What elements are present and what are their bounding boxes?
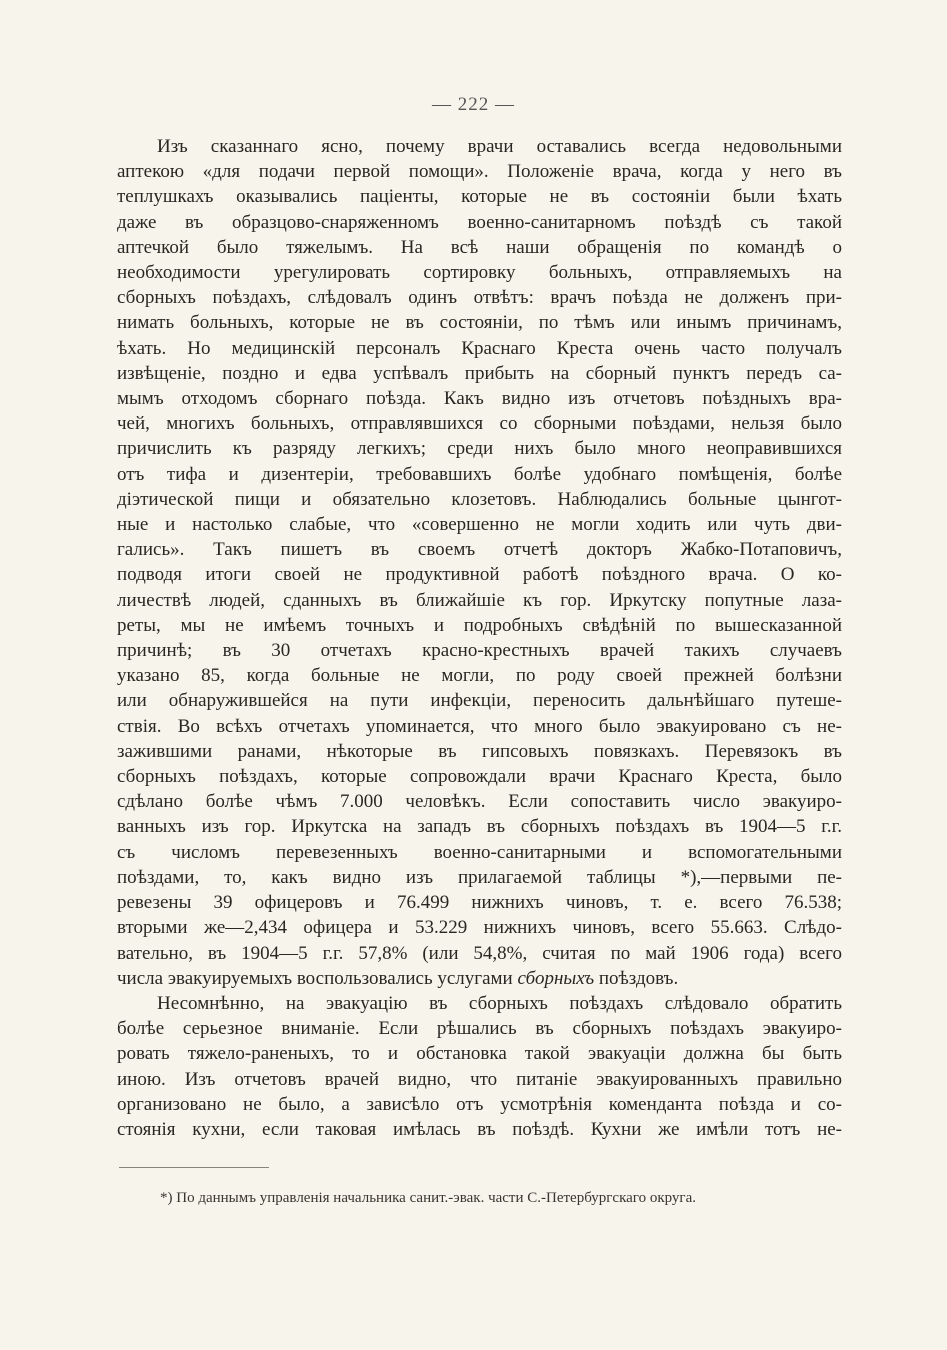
text-line: мымъ отходомъ сборнаго поѣзда. Какъ видно изъ отчетовъ поѣздныхъ вра-: [117, 388, 842, 410]
text-line: сборныхъ поѣздахъ, которые сопровождали врачи Краснаго Креста, было: [117, 766, 842, 788]
text-line: необходимости урегулировать сортировку больныхъ, отправляемыхъ на: [117, 262, 842, 284]
text-line: ные и настолько слабые, что «совершенно не могли ходить или чуть дви-: [117, 514, 842, 536]
text-line: теплушкахъ оказывались паціенты, которые не въ состояніи были ѣхать: [117, 186, 842, 208]
text-line: гались». Такъ пишетъ въ своемъ отчетѣ докторъ Жабко-Потаповичъ,: [117, 539, 842, 561]
text-line: Несомнѣнно, на эвакуацію въ сборныхъ поѣздахъ слѣдовало обратить: [157, 992, 842, 1014]
emphasis-word: сборныхъ: [517, 967, 595, 989]
text-line: причинѣ; въ 30 отчетахъ красно-крестныхъ врачей такихъ случаевъ: [117, 640, 842, 662]
text-line: даже въ образцово-снаряженномъ военно-санитарномъ поѣздѣ съ такой: [117, 211, 842, 233]
text-line: зажившими ранами, нѣкоторые въ гипсовыхъ повязкахъ. Перевязокъ въ: [117, 740, 842, 762]
text-line: ствія. Во всѣхъ отчетахъ упоминается, что много было эвакуировано съ не-: [117, 715, 842, 737]
last-line-end: поѣздовъ.: [594, 967, 679, 989]
page-number: — 222 —: [432, 94, 515, 115]
text-line: или обнаружившейся на пути инфекціи, переносить дальнѣйшаго путеше-: [117, 690, 842, 712]
paragraph-1-last-line: [117, 966, 842, 991]
text-line: аптекою «для подачи первой помощи». Положеніе врача, когда у него въ: [117, 161, 842, 183]
text-line: вторыми же—2,434 офицера и 53.229 нижнихъ чиновъ, всего 55.663. Слѣдо-: [117, 917, 842, 939]
text-line: организовано не было, а зависѣло отъ усмотрѣнія коменданта поѣзда и со-: [117, 1093, 842, 1115]
text-line: причислить къ разряду легкихъ; среди нихъ было много неоправившихся: [117, 438, 842, 460]
body-text: [117, 134, 842, 1142]
text-line: иною. Изъ отчетовъ врачей видно, что питаніе эвакуированныхъ правильно: [117, 1068, 842, 1090]
text-line: діэтической пищи и обязательно клозетовъ. Наблюдались больные цынгот-: [117, 488, 842, 510]
paragraph-2: [117, 991, 842, 1142]
text-line: реты, мы не имѣемъ точныхъ и подробныхъ свѣдѣній по вышесказанной: [117, 614, 842, 636]
text-line: извѣщеніе, поздно и едва успѣвалъ прибыть на сборный пунктъ передъ са-: [117, 362, 842, 384]
text-line: нимать больныхъ, которые не въ состояніи, по тѣмъ или инымъ причинамъ,: [117, 312, 842, 334]
text-line: стоянія кухни, если таковая имѣлась въ поѣздѣ. Кухни же имѣли тотъ не-: [117, 1118, 842, 1140]
text-line: Изъ сказаннаго ясно, почему врачи оставались всегда недовольными: [157, 136, 842, 157]
text-line: сдѣлано болѣе чѣмъ 7.000 человѣкъ. Если сопоставить число эвакуиро-: [117, 791, 842, 813]
text-line: подводя итоги своей не продуктивной работѣ поѣздного врача. О ко-: [117, 564, 842, 586]
text-line: болѣе серьезное вниманіе. Если рѣшались въ сборныхъ поѣздахъ эвакуиро-: [117, 1018, 842, 1040]
paragraph-1: [117, 134, 842, 966]
text-line: ревезены 39 офицеровъ и 76.499 нижнихъ чиновъ, т. е. всего 76.538;: [117, 892, 842, 914]
text-line: ванныхъ изъ гор. Иркутска на западъ въ сборныхъ поѣздахъ въ 1904—5 г.г.: [117, 816, 842, 838]
text-line: аптечкой было тяжелымъ. На всѣ наши обращенія по командѣ о: [117, 236, 842, 258]
text-line: съ числомъ перевезенныхъ военно-санитарными и вспомогательными: [117, 841, 842, 863]
text-line: отъ тифа и дизентеріи, требовавшихъ болѣе удобнаго помѣщенія, болѣе: [117, 463, 842, 485]
text-line: поѣздами, то, какъ видно изъ прилагаемой таблицы *),—первыми пе-: [117, 866, 842, 888]
text-line: ровать тяжело-раненыхъ, то и обстановка такой эвакуаціи должна бы быть: [117, 1043, 842, 1065]
text-line: сборныхъ поѣздахъ, слѣдовалъ одинъ отвѣтъ: врачъ поѣзда не долженъ при-: [117, 287, 842, 309]
text-line: чей, многихъ больныхъ, отправлявшихся со сборными поѣздами, нельзя было: [117, 413, 842, 435]
footnote: *) По даннымъ управленія начальника санит.-эвак. части С.-Петербургскаго округа.: [160, 1190, 696, 1206]
text-line: ѣхать. Но медицинскій персоналъ Краснаго Креста очень часто получалъ: [117, 337, 842, 359]
text-line: личествѣ людей, сданныхъ въ ближайшіе къ гор. Иркутску попутные лаза-: [117, 589, 842, 611]
last-line-text: числа эвакуируемыхъ воспользовались услугами: [117, 967, 518, 989]
text-line: указано 85, когда больные не могли, по роду своей прежней болѣзни: [117, 665, 842, 687]
footnote-divider: [119, 1167, 269, 1168]
text-line: вательно, въ 1904—5 г.г. 57,8% (или 54,8%, считая по май 1906 года) всего: [117, 942, 842, 964]
